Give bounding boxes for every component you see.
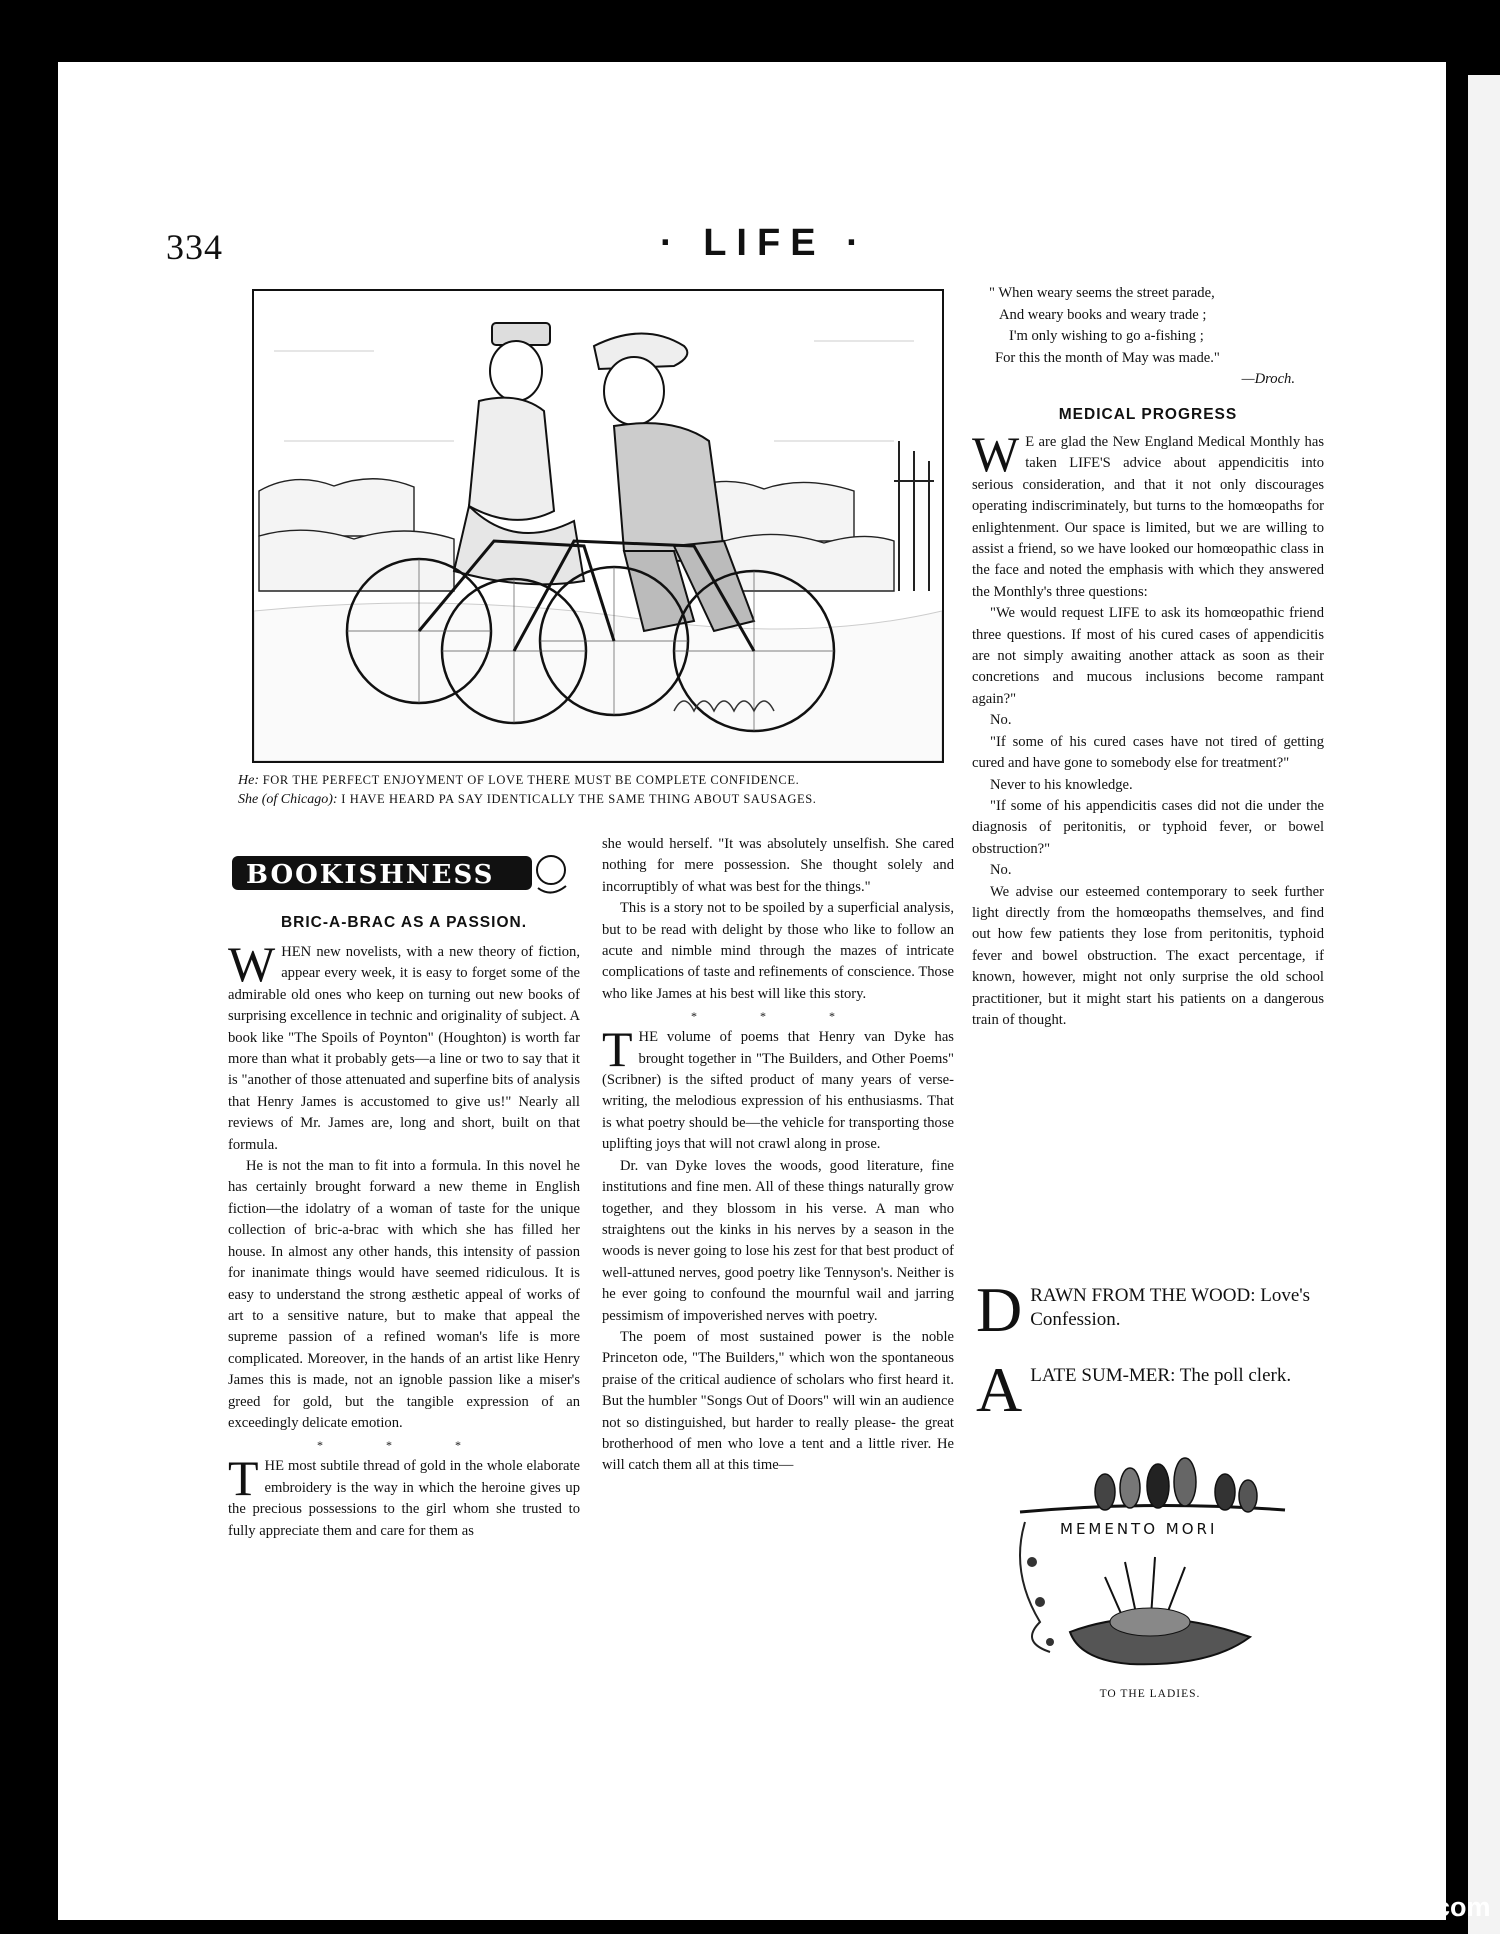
poem-signature: —Droch. xyxy=(1241,371,1295,387)
medical-answer-3: No. xyxy=(990,862,1012,879)
birds-caption: TO THE LADIES. xyxy=(1099,1688,1201,1700)
facing-page-edge xyxy=(1468,75,1500,1934)
medical-question-1: "We would request LIFE to ask its homœopathic friend three questions. If most of his cured cases of appendicitis are not simply awaiting another attack as soon as their concretions and mucous inclusions become rampant again?" xyxy=(972,605,1324,707)
medical-answer-1: No. xyxy=(990,712,1012,729)
caption-line-she xyxy=(238,790,958,809)
drop-cap-d: D xyxy=(976,1274,1023,1345)
bookishness-paragraph-1: WHEN new novelists, with a new theory of fiction, appear every week, it is easy to forget some of the admirable old ones who keep on turning out new books of surprising excellence in technic and originality of subject. A book like "The Spoils of Poynton" (Houghton) is worth far more than what it probably gets—a line or two to say that it is "another of those attenuated and superfine bits of analysis that Henry James is accustomed to give us!" Nearly all reviews of Mr. James are, long and short, built on that formula. xyxy=(228,936,580,1153)
medical-title: MEDICAL PROGRESS xyxy=(1058,406,1238,423)
page-number: 334 xyxy=(166,227,223,267)
poem-line-1: " When weary seems the street parade, xyxy=(989,285,1215,301)
birds-drawing xyxy=(1010,1452,1290,1682)
poem-line-4: For this the month of May was made." xyxy=(995,349,1220,366)
bookishness-paragraph-2: He is not the man to fit into a formula. In this novel he has certainly brought forward a new theme in English fiction—the idolatry of a woman of taste for the unique collection of bric-a-brac with which she has filled her house. In almost any other hands, this intensity of passion for inanimate things would have seemed ridiculous. It is easy to understand the strong æsthetic appeal of works of art to a sensitive nature, but to make that appeal the supreme passion of a refined woman's life is more complicated. Moreover, in the hands of an artist like Henry James this is made, not an ignoble passion like a miser's greed for gold, but the tangible expression of an exceedingly delicate emotion. xyxy=(228,1158,580,1431)
quip-drawn-from-wood: DRAWN FROM THE WOOD: Love's Confession. xyxy=(976,1274,1311,1345)
bookishness-paragraph-6: THE volume of poems that Henry van Dyke has brought together in "The Builders, and Other Poems" (Scribner) is the sifted product of many years of verse-writing, the melodious expression of his enthusiasms. That is what poetry should be—the vehicle for transporting those uplifting joys that will not crawl along in prose. xyxy=(602,1021,954,1153)
bookishness-title: BRIC-A-BRAC AS A PASSION. xyxy=(280,914,528,931)
drop-cap-w: W xyxy=(228,936,276,992)
bookishness-paragraph-3: THE most subtile thread of gold in the whole elaborate embroidery is the way in which the heroine gives up the precious possessions to the girl whom she trusted to fully appreciate them and care for them as xyxy=(228,1450,580,1539)
bicycle-illustration xyxy=(252,289,944,763)
drop-cap-t: T xyxy=(228,1450,259,1507)
site-watermark: comicbooks.com xyxy=(1270,1892,1491,1922)
caption-speaker-he: He: xyxy=(238,773,259,788)
medical-answer-2: Never to his knowledge. xyxy=(990,776,1133,793)
caption-line-he xyxy=(238,771,958,790)
column-3 xyxy=(972,404,1324,1031)
banner-text: BOOKISHNESS xyxy=(246,860,495,890)
quip-late-summer: ALATE SUM-MER: The poll clerk. xyxy=(976,1354,1292,1425)
memento-mori-illustration xyxy=(1010,1452,1290,1682)
section-stars: * * * xyxy=(317,1438,491,1453)
illustration-caption xyxy=(238,771,958,809)
bicycle-drawing xyxy=(254,291,942,761)
bookishness-paragraph-8: The poem of most sustained power is the noble Princeton ode, "The Builders," which won the spontaneous praise of the critical audience of scholars who first heard it. But the humbler "Songs Out of Doors" will win an audience not so distinguished, but harder to really please- the great brotherhood of men who love a tent and a little river. He will catch them all at this time— xyxy=(602,1328,954,1474)
masthead: · LIFE · xyxy=(660,222,869,264)
poem-line-3: I'm only wishing to go a-fishing ; xyxy=(1009,328,1204,344)
bookishness-paragraph-5: This is a story not to be spoiled by a superficial analysis, but to be read with delight by those who like to follow an acute and nimble mind through the mazes of intricate complications of taste and refinements of conscience. Those who like James at his best will like this story. xyxy=(602,900,954,1002)
caption-speaker-she: She (of Chicago): xyxy=(238,792,338,807)
drop-cap-a: A xyxy=(976,1354,1023,1425)
medical-question-2: "If some of his cured cases have not tired of getting cured and have gone to somebody else for treatment?" xyxy=(972,733,1324,772)
bookishness-banner xyxy=(226,848,574,898)
medical-question-3: "If some of his appendicitis cases did not die under the diagnosis of peritonitis, or typhoid fever, or bowel obstruction?" xyxy=(972,797,1324,857)
column-2 xyxy=(602,834,954,1477)
medical-paragraph-1: W E are glad the New England Medical Monthly has taken LIFE'S advice about appendicitis into serious consideration, and that it not only discourages operating indiscriminately, but turns to the homœopaths for enlightenment. Our space is limited, but we are willing to assist a friend, so we have looked our homœopathic class in the face and noted the emphasis with which they answered the Monthly's three questions: xyxy=(972,426,1324,600)
caption-text-she: I HAVE HEARD PA SAY IDENTICALLY THE SAME THING ABOUT SAUSAGES. xyxy=(341,792,817,806)
column-1 xyxy=(228,912,580,1542)
fishing-poem xyxy=(985,283,1315,391)
bookishness-paragraph-4: she would herself. "It was absolutely unselfish. She cared nothing for mere possession. She thought solely and incorruptibly of what was best for the things." xyxy=(602,836,954,895)
poem-line-2: And weary books and weary trade ; xyxy=(999,306,1207,323)
section-stars-2: * * * xyxy=(691,1009,865,1024)
drop-cap-w2: W xyxy=(972,426,1020,482)
bookishness-paragraph-7: Dr. van Dyke loves the woods, good literature, fine institutions and fine men. All of these things naturally grow together, and they blossom in his verse. A man who straightens out the kinks in his nerves by a season in the woods is never going to lose his zest for that best product of well-attuned nerves, good poetry like Tennyson's. Neither is he ever going to confound the mournful wail and jarring pessimism of impoverished nerves with poetry. xyxy=(602,1157,954,1324)
drop-cap-t2: T xyxy=(602,1021,633,1078)
banner-art xyxy=(226,848,574,898)
caption-text-he: FOR THE PERFECT ENJOYMENT OF LOVE THERE MUST BE COMPLETE CONFIDENCE. xyxy=(262,773,800,787)
memento-mori-text: MEMENTO MORI xyxy=(1060,1520,1218,1538)
medical-paragraph-2: We advise our esteemed contemporary to seek further light directly from the homœopaths themselves, and find out how few patients they lose from peritonitis, typhoid fever and bowel obstruction. The exact percentage, if known, however, might not only surprise the old school practitioner, but it might start his patients on a dangerous train of thought. xyxy=(972,883,1324,1028)
